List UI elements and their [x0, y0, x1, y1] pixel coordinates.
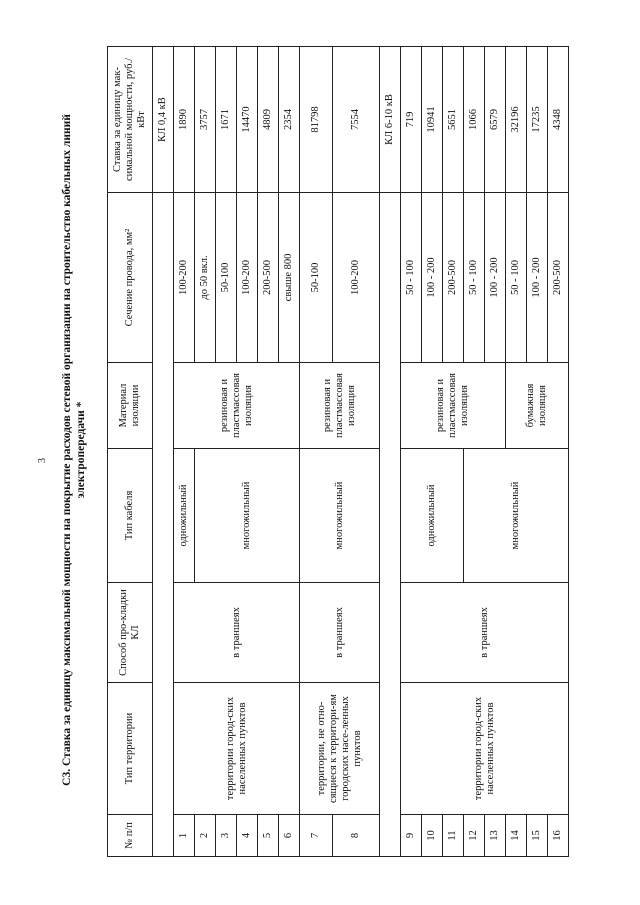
table-row — [174, 47, 195, 857]
header-laying: Способ про-кладки КЛ — [108, 583, 153, 683]
section-cell: 100 - 200 — [527, 193, 548, 363]
rate-cell: 10941 — [422, 47, 443, 193]
laying-cell: в траншеях — [401, 583, 569, 683]
row-num: 1 — [174, 815, 195, 857]
rate-cell: 81798 — [300, 47, 333, 193]
row-num: 10 — [422, 815, 443, 857]
rate-cell: 1671 — [216, 47, 237, 193]
row-num: 8 — [333, 815, 380, 857]
table-row — [401, 47, 422, 857]
section-row-04 — [153, 47, 174, 857]
header-cable: Тип кабеля — [108, 449, 153, 583]
territory-cell: территории город-ских населенных пунктов — [401, 683, 569, 815]
header-territory: Тип территории — [108, 683, 153, 815]
rate-cell: 4809 — [258, 47, 279, 193]
header-rate: Ставка за единицу мак-симальной мощности, руб./кВт — [108, 47, 153, 193]
laying-cell: в траншеях — [300, 583, 380, 683]
section-cell: 50 - 100 — [401, 193, 422, 363]
section-cell: до 50 вкл. — [195, 193, 216, 363]
rate-cell: 1066 — [464, 47, 485, 193]
table-title: С3. Ставка за единицу максимальной мощности на покрытие расходов сетевой организации на строительство кабельных линий электропередачи * — [61, 114, 87, 786]
insulation-cell: резиновая и пластмассовая изоляция — [174, 363, 300, 449]
section-row-610 — [380, 47, 401, 857]
section-cell: 100-200 — [333, 193, 380, 363]
cable-cell: одножильный — [401, 449, 464, 583]
row-num: 5 — [258, 815, 279, 857]
section-04-label: КЛ 0,4 кВ — [153, 47, 174, 193]
header-insulation: Материал изоляции — [108, 363, 153, 449]
section-cell: 100-200 — [237, 193, 258, 363]
rate-cell: 17235 — [527, 47, 548, 193]
cable-cell: многожильный — [464, 449, 569, 583]
header-section: Сечение провода, мм² — [108, 193, 153, 363]
cable-cell: многожильный — [300, 449, 380, 583]
table-row — [300, 47, 333, 857]
row-num: 4 — [237, 815, 258, 857]
row-num: 12 — [464, 815, 485, 857]
cable-cell: многожильный — [195, 449, 300, 583]
rate-cell: 14470 — [237, 47, 258, 193]
section-cell: 200-500 — [443, 193, 464, 363]
row-num: 9 — [401, 815, 422, 857]
rate-cell: 719 — [401, 47, 422, 193]
row-num: 7 — [300, 815, 333, 857]
row-num: 11 — [443, 815, 464, 857]
territory-cell: территории, не отно-сящиеся к территори-ям городских насе-ленных пунктов — [300, 683, 380, 815]
cable-cell: одножильный — [174, 449, 195, 583]
rates-table — [107, 46, 569, 857]
rate-cell: 1890 — [174, 47, 195, 193]
section-610-label: КЛ 6-10 кВ — [380, 47, 401, 193]
section-cell: свыше 800 — [279, 193, 300, 363]
section-cell: 50-100 — [216, 193, 237, 363]
page-number: 3 — [37, 458, 48, 463]
rate-cell: 4348 — [548, 47, 569, 193]
rate-cell: 7554 — [333, 47, 380, 193]
row-num: 2 — [195, 815, 216, 857]
row-num: 6 — [279, 815, 300, 857]
section-cell: 50 - 100 — [506, 193, 527, 363]
laying-cell: в траншеях — [174, 583, 300, 683]
rate-cell: 6579 — [485, 47, 506, 193]
header-num: № п/п — [108, 815, 153, 857]
row-num: 15 — [527, 815, 548, 857]
insulation-cell: бумажная изоляция — [506, 363, 569, 449]
row-num: 13 — [485, 815, 506, 857]
rate-cell: 3757 — [195, 47, 216, 193]
rate-cell: 32196 — [506, 47, 527, 193]
section-cell: 100 - 200 — [422, 193, 443, 363]
row-num: 14 — [506, 815, 527, 857]
row-num: 3 — [216, 815, 237, 857]
section-cell: 200-500 — [548, 193, 569, 363]
row-num: 16 — [548, 815, 569, 857]
section-cell: 50 - 100 — [464, 193, 485, 363]
section-cell: 100-200 — [174, 193, 195, 363]
rate-cell: 5651 — [443, 47, 464, 193]
insulation-cell: резиновая и пластмассовая изоляция — [401, 363, 506, 449]
section-cell: 200-500 — [258, 193, 279, 363]
insulation-cell: резиновая и пластмассовая изоляция — [300, 363, 380, 449]
header-row — [108, 47, 153, 857]
section-cell: 100 - 200 — [485, 193, 506, 363]
territory-cell: территории город-ских населенных пунктов — [174, 683, 300, 815]
section-cell: 50-100 — [300, 193, 333, 363]
rate-cell: 2354 — [279, 47, 300, 193]
